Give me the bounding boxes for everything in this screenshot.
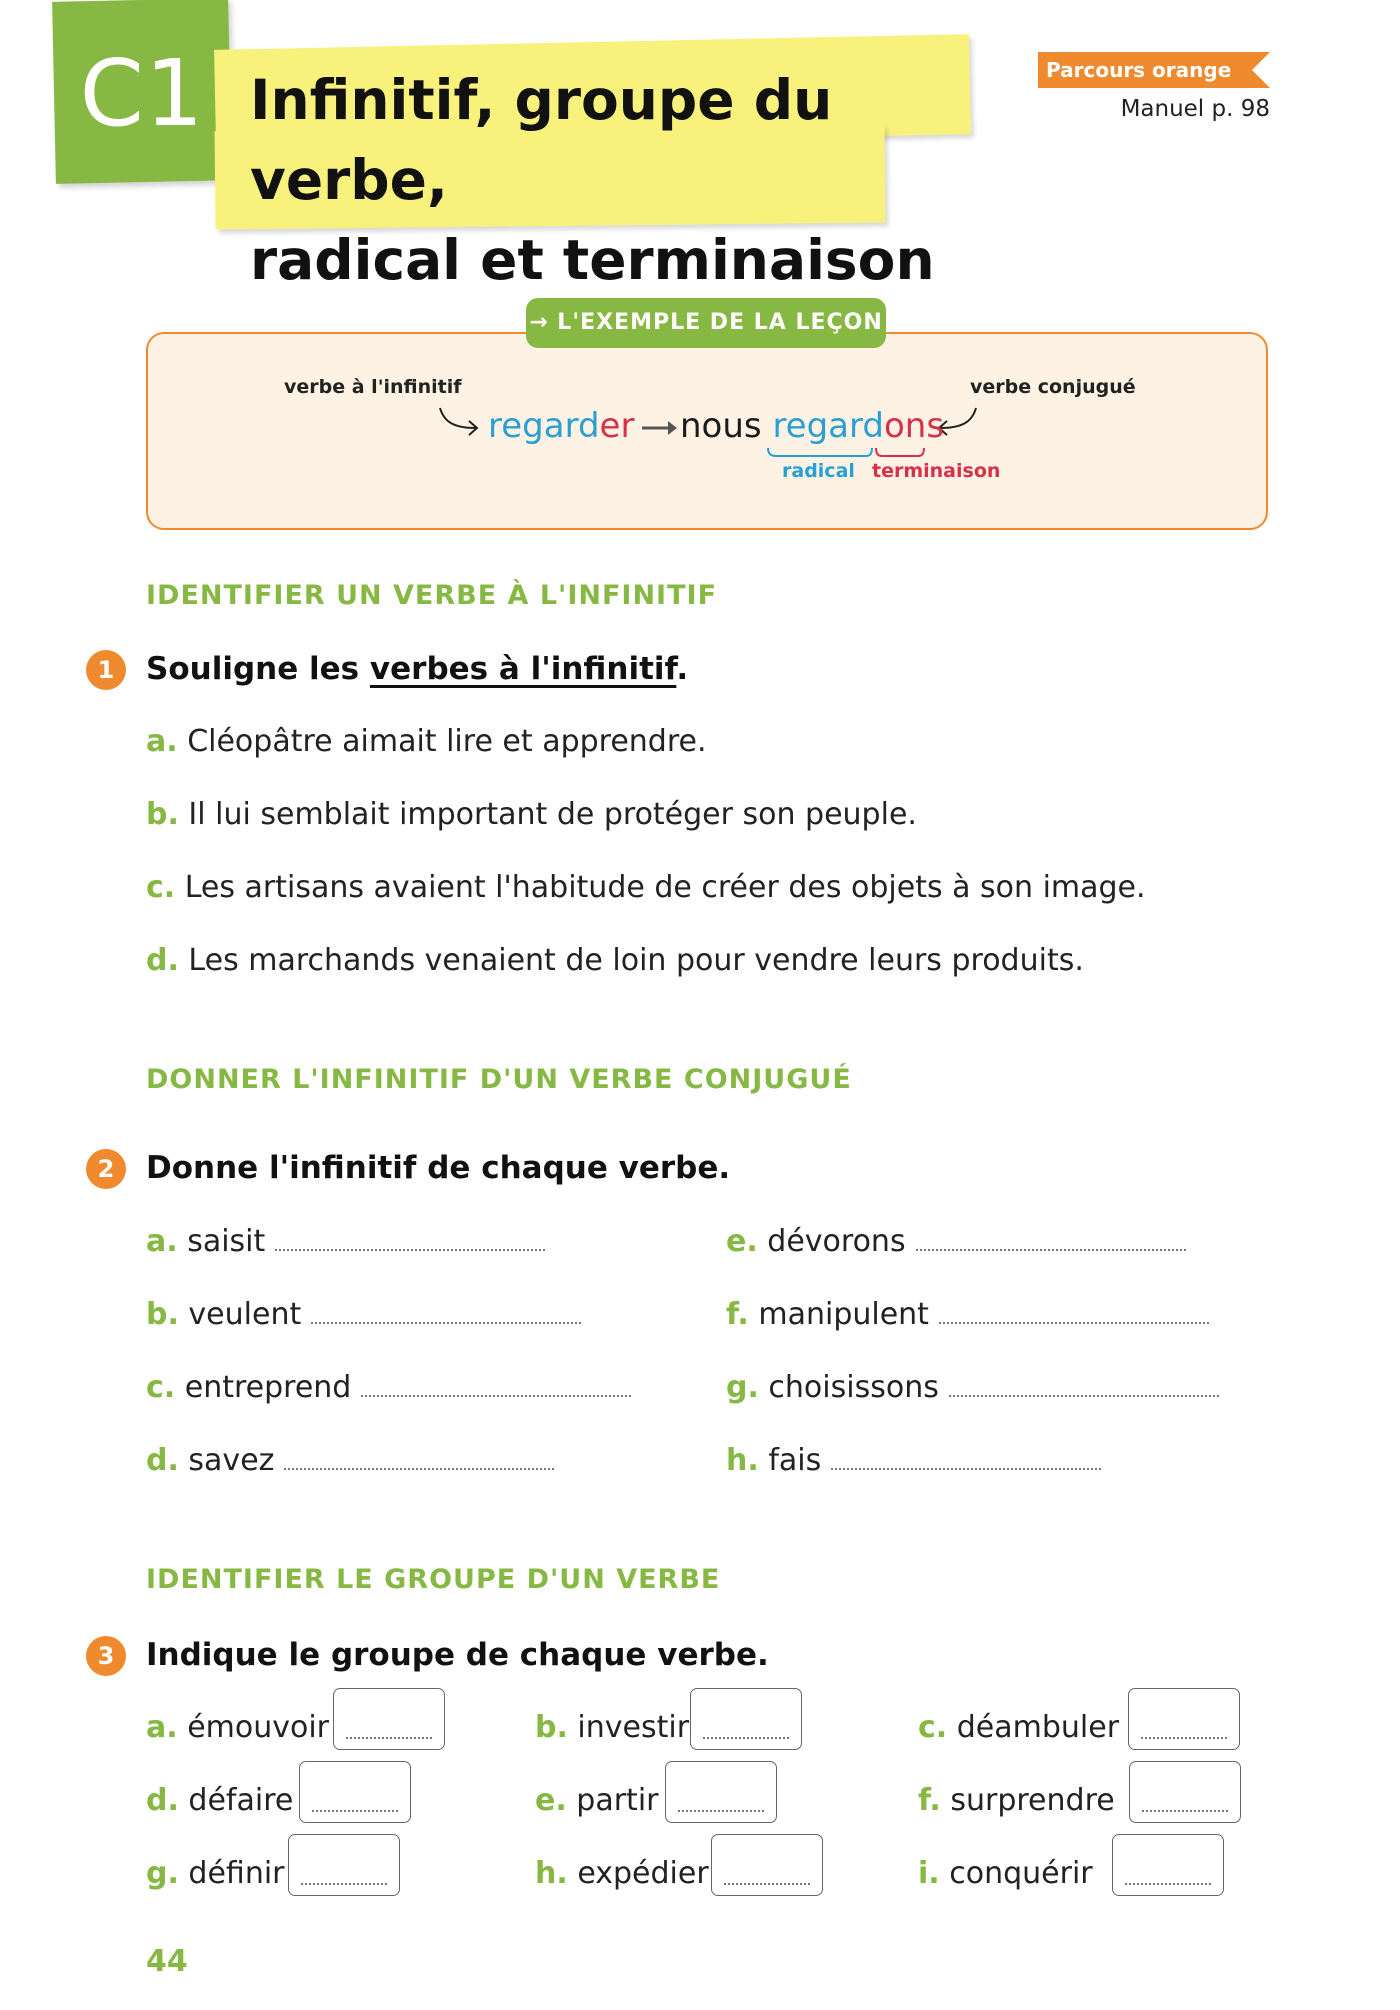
list-item: a. saisit: [146, 1224, 545, 1259]
list-item: e. partir: [535, 1783, 659, 1818]
answer-field[interactable]: [361, 1377, 631, 1397]
list-item: b. Il lui semblait important de protéger son peuple.: [146, 797, 917, 832]
list-item: f. manipulent: [726, 1297, 1209, 1332]
list-item: d. Les marchands venaient de loin pour vendre leurs produits.: [146, 943, 1084, 978]
exercise-instruction-2: Donne l'infinitif de chaque verbe.: [146, 1150, 731, 1186]
label-conjugue: verbe conjugué: [970, 376, 1136, 398]
section-heading-2: DONNER L'INFINITIF D'UN VERBE CONJUGUÉ: [146, 1064, 852, 1095]
example-pronoun: nous: [680, 406, 762, 446]
answer-box[interactable]: [711, 1834, 823, 1896]
list-item: g. choisissons: [726, 1370, 1219, 1405]
answer-field[interactable]: [939, 1304, 1209, 1324]
radical-label: radical: [782, 460, 855, 482]
answer-box[interactable]: [1112, 1834, 1224, 1896]
answer-field[interactable]: [275, 1231, 545, 1251]
label-infinitif: verbe à l'infinitif: [284, 376, 462, 398]
list-item: g. définir: [146, 1856, 285, 1891]
chapter-code: C1: [79, 40, 205, 147]
title-line-2: radical et terminaison: [250, 228, 935, 292]
exercise-instruction-3: Indique le groupe de chaque verbe.: [146, 1637, 769, 1673]
answer-field[interactable]: [311, 1304, 581, 1324]
lesson-example-tab: → L'EXEMPLE DE LA LEÇON: [526, 298, 886, 348]
answer-box[interactable]: [333, 1688, 445, 1750]
title-line-1: Infinitif, groupe du verbe,: [250, 68, 833, 212]
arrow-to-infinitive-icon: [436, 404, 484, 440]
list-item: f. surprendre: [918, 1783, 1115, 1818]
list-item: h. expédier: [535, 1856, 709, 1891]
arrow-right-icon: [640, 418, 678, 438]
section-heading-3: IDENTIFIER LE GROUPE D'UN VERBE: [146, 1564, 721, 1595]
list-item: c. déambuler: [918, 1710, 1120, 1745]
exercise-number-3: 3: [86, 1636, 126, 1676]
infinitive-ending: er: [599, 406, 635, 446]
manuel-reference: Manuel p. 98: [1120, 96, 1270, 122]
list-item: a. émouvoir: [146, 1710, 330, 1745]
list-item: d. savez: [146, 1443, 554, 1478]
list-item: h. fais: [726, 1443, 1101, 1478]
radical-ending-brackets: [766, 446, 928, 460]
answer-box[interactable]: [1128, 1688, 1240, 1750]
terminaison-label: terminaison: [872, 460, 1001, 482]
example-conjugated: [680, 406, 944, 446]
answer-box[interactable]: [288, 1834, 400, 1896]
conjugated-ending: ons: [883, 406, 945, 446]
answer-field[interactable]: [916, 1231, 1186, 1251]
answer-field[interactable]: [949, 1377, 1219, 1397]
exercise-number-2: 2: [86, 1149, 126, 1189]
example-infinitive: [488, 406, 634, 446]
answer-field[interactable]: [831, 1450, 1101, 1470]
page-title: [250, 60, 970, 300]
answer-field[interactable]: [284, 1450, 554, 1470]
list-item: a. Cléopâtre aimait lire et apprendre.: [146, 724, 707, 759]
conjugated-radical: regard: [772, 406, 884, 446]
answer-box[interactable]: [1129, 1761, 1241, 1823]
section-heading-1: IDENTIFIER UN VERBE À L'INFINITIF: [146, 580, 718, 611]
exercise-instruction-1: Souligne les verbes à l'infinitif.: [146, 651, 689, 687]
list-item: b. veulent: [146, 1297, 581, 1332]
exercise-number-1: 1: [86, 650, 126, 690]
answer-box[interactable]: [665, 1761, 777, 1823]
underlined-keyword: verbes à l'infinitif: [369, 651, 677, 687]
list-item: c. Les artisans avaient l'habitude de créer des objets à son image.: [146, 870, 1146, 905]
list-item: e. dévorons: [726, 1224, 1186, 1259]
list-item: c. entreprend: [146, 1370, 631, 1405]
parcours-label: Parcours orange: [1046, 58, 1232, 82]
answer-box[interactable]: [690, 1688, 802, 1750]
list-item: b. investir: [535, 1710, 690, 1745]
page-number: 44: [146, 1944, 188, 1979]
list-item: d. défaire: [146, 1783, 294, 1818]
list-item: i. conquérir: [918, 1856, 1093, 1891]
answer-box[interactable]: [299, 1761, 411, 1823]
infinitive-radical: regard: [488, 406, 600, 446]
